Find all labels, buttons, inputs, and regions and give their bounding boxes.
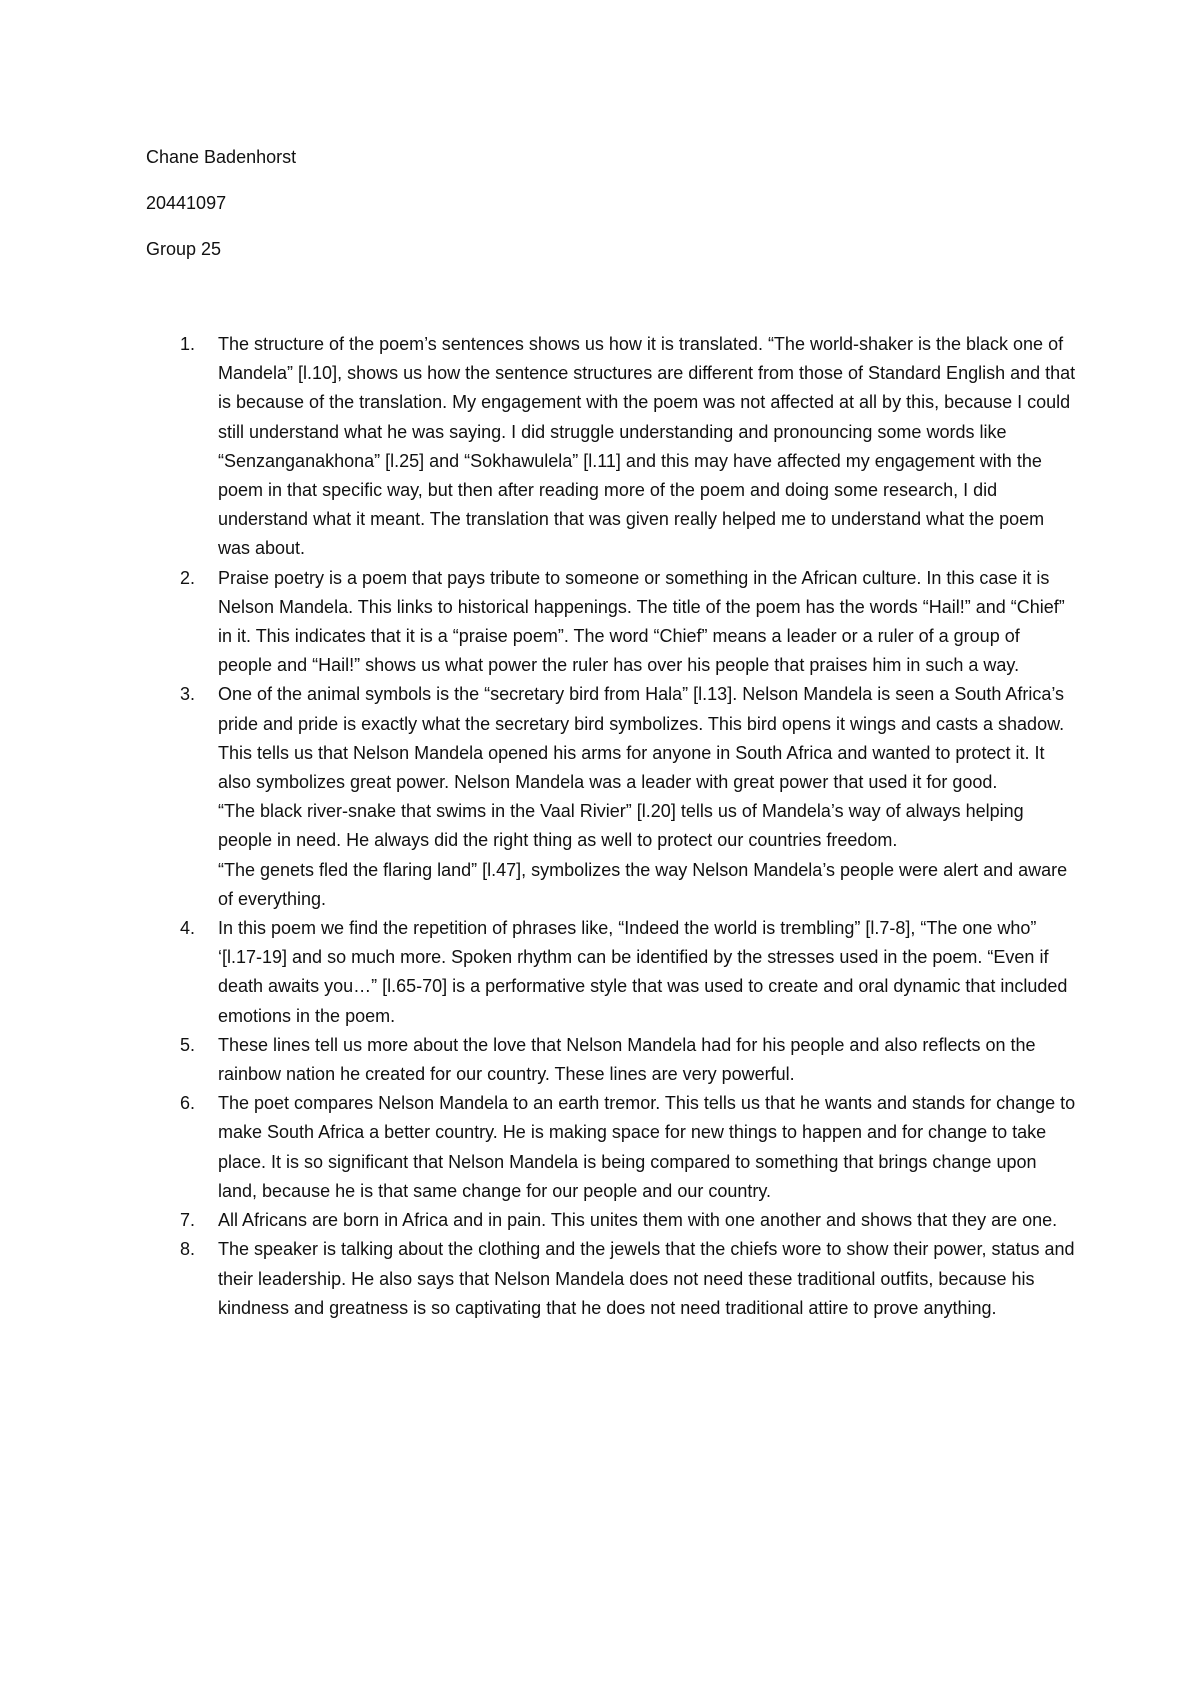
answer-number: 4. [180, 918, 196, 939]
answer-text: In this poem we find the repetition of phrases like, “Indeed the world is trembling” [l.7-8], “The one who” ‘[l.17-19] and so much more. Spoken rhythm can be identified by the stresses used in the poem. “Even if death awaits you…” [l.65-70] is a performative style that was used to create and oral dynamic that included emotions in the poem. [218, 918, 1068, 1026]
answer-item [146, 1206, 1076, 1235]
answer-number: 6. [180, 1093, 196, 1114]
answer-item [146, 1089, 1076, 1206]
student-number: 20441097 [146, 193, 227, 213]
answer-text: The poet compares Nelson Mandela to an earth tremor. This tells us that he wants and stands for change to make South Africa a better country. He is making space for new things to happen and for change to take place. It is so significant that Nelson Mandela is being compared to something that brings change upon land, because he is that same change for our people and our country. [218, 1093, 1076, 1201]
answer-text: The structure of the poem’s sentences shows us how it is translated. “The world-shaker is the black one of Mandela” [l.10], shows us how the sentence structures are different from those of Standard English and that is because of the translation. My engagement with the poem was not affected at all by this, because I could still understand what he was saying. I did struggle understanding and pronouncing some words like “Senzanganakhona” [l.25] and “Sokhawulela” [l.11] and this may have affected my engagement with the poem in that specific way, but then after reading more of the poem and doing some research, I did understand what it meant. The translation that was given really helped me to understand what the poem was about. [218, 334, 1076, 559]
answer-text: One of the animal symbols is the “secretary bird from Hala” [l.13]. Nelson Mandela is seen a South Africa’s pride and pride is exactly what the secretary bird symbolizes. This bird opens it wings and casts a shadow. This tells us that Nelson Mandela opened his arms for anyone in South Africa and wanted to protect it. It also symbolizes great power. Nelson Mandela was a leader with great power that used it for good. [218, 684, 1065, 793]
author-name: Chane Badenhorst [146, 147, 297, 167]
answer-list [146, 330, 1076, 1323]
answer-item [146, 1031, 1076, 1089]
answer-item [146, 914, 1076, 1031]
answer-number: 2. [180, 567, 196, 588]
answer-item [146, 1235, 1076, 1323]
answer-text: Praise poetry is a poem that pays tribute to someone or something in the African culture. In this case it is Nelson Mandela. This links to historical happenings. The title of the poem has the words “Hail!” and “Chief” in it. This indicates that it is a “praise poem”. The word “Chief” means a leader or a ruler of a group of people and “Hail!” shows us what power the ruler has over his people that praises him in such a way. [218, 567, 1065, 676]
answer-number: 8. [180, 1239, 196, 1260]
answer-number: 5. [180, 1034, 196, 1055]
answer-text: “The genets fled the flaring land” [l.47], symbolizes the way Nelson Mandela’s people were alert and aware of everything. [218, 859, 1068, 909]
answer-text: “The black river-snake that swims in the Vaal Rivier” [l.20] tells us of Mandela’s way of always helping people in need. He always did the right thing as well to protect our countries freedom. [218, 801, 1024, 851]
answer-number: 1. [180, 334, 196, 354]
document-header [146, 144, 846, 282]
group-label: Group 25 [146, 239, 222, 259]
answer-text: These lines tell us more about the love that Nelson Mandela had for his people and also reflects on the rainbow nation he created for our country. These lines are very powerful. [218, 1034, 1036, 1085]
answer-text: All Africans are born in Africa and in pain. This unites them with one another and shows that they are one. [218, 1210, 1058, 1231]
answer-number: 7. [180, 1210, 196, 1231]
answer-number: 3. [180, 684, 196, 705]
answer-item [146, 330, 1076, 564]
answer-item [146, 564, 1076, 681]
answer-text: The speaker is talking about the clothing and the jewels that the chiefs wore to show their power, status and their leadership. He also says that Nelson Mandela does not need these traditional outfits, because his kindness and greatness is so captivating that he does not need traditional attire to prove anything. [218, 1239, 1075, 1318]
answer-item [146, 680, 1076, 914]
